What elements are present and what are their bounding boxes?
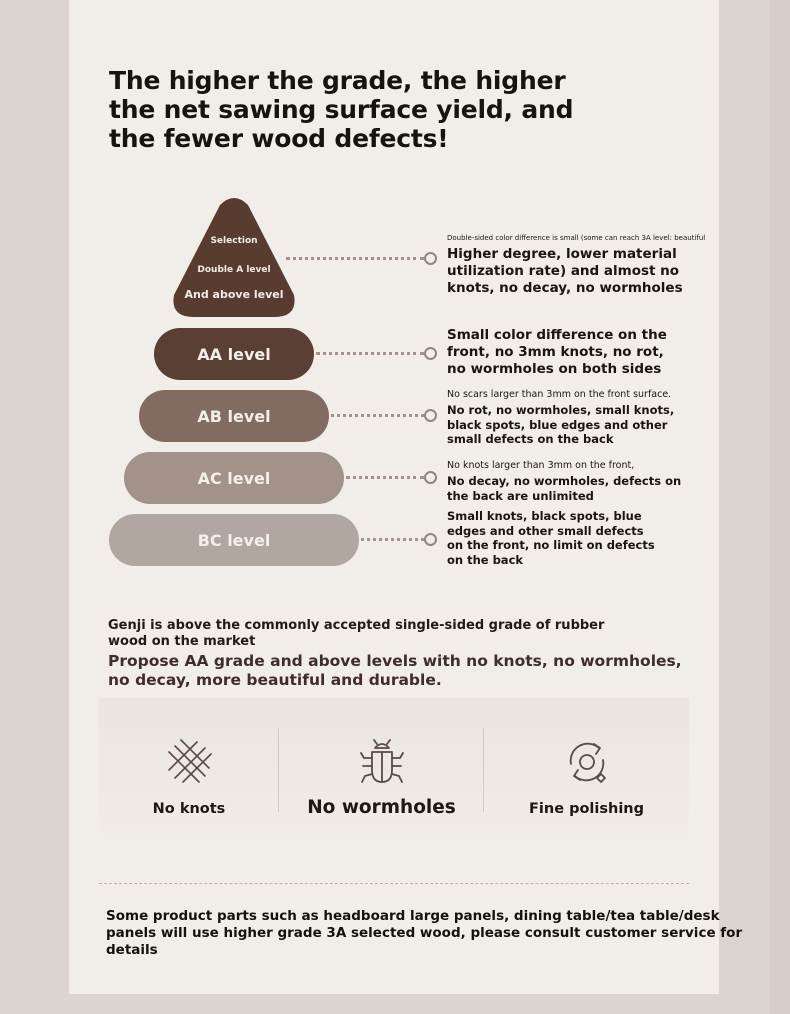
description-top-main: Higher degree, lower material utilization rate) and almost no knots, no decay, no wormholes: [447, 246, 683, 296]
level-bc-pill: [109, 514, 359, 566]
description-top: [447, 233, 709, 297]
description-ab-main: No rot, no wormholes, small knots, black spots, blue edges and other small defects on the back: [447, 403, 675, 446]
connector-dots-ab: [331, 414, 424, 417]
connector-ring-ab: [424, 409, 437, 422]
pyramid-top-line1: Selection: [210, 236, 258, 246]
level-bc-label: BC level: [197, 530, 271, 550]
pyramid-top-line3: And above level: [184, 288, 284, 301]
description-top-note: Double-sided color difference is small (some can reach 3A level: beautiful: [447, 234, 706, 242]
connector-dots-bc: [361, 538, 424, 541]
level-aa-pill: [154, 328, 314, 380]
connector-ring-bc: [424, 533, 437, 546]
feature-fine-polishing-label: Fine polishing: [529, 801, 644, 817]
crosshatch-knots-icon: [165, 738, 213, 784]
features-panel: [99, 698, 689, 840]
dashed-separator: [99, 883, 689, 884]
description-ab-note: No scars larger than 3mm on the front surface.: [447, 389, 672, 400]
level-ab-pill: [139, 390, 329, 442]
headline: The higher the grade, the higher the net sawing surface yield, and the fewer wood defects!: [109, 66, 574, 153]
feature-no-wormholes-label: No wormholes: [307, 797, 456, 818]
feature-no-knots: [99, 698, 279, 840]
page-edge: [770, 0, 790, 1014]
description-bc: [447, 509, 659, 567]
description-ac: [447, 460, 687, 503]
polishing-cycle-icon: [563, 738, 611, 786]
connector-ring-top: [424, 252, 437, 265]
description-ac-main: No decay, no wormholes, defects on the back are unlimited: [447, 474, 682, 503]
feature-fine-polishing: [484, 698, 689, 840]
subtitle-proposal: Propose AA grade and above levels with no knots, no wormholes, no decay, more beautiful and durable.: [108, 652, 682, 689]
description-bc-main: Small knots, black spots, blue edges and other small defects on the front, no limit on defects on the back: [447, 509, 655, 567]
description-ab: [447, 389, 697, 447]
connector-ring-aa: [424, 347, 437, 360]
connector-dots-top: [286, 257, 424, 260]
connector-ring-ac: [424, 471, 437, 484]
level-ab-label: AB level: [197, 406, 271, 426]
level-ac-label: AC level: [197, 468, 271, 488]
level-ac-pill: [124, 452, 344, 504]
description-aa-main: Small color difference on the front, no 3mm knots, no rot, no wormholes on both sides: [447, 327, 667, 377]
feature-no-wormholes: [279, 698, 484, 840]
connector-dots-ac: [346, 476, 424, 479]
description-ac-note: No knots larger than 3mm on the front,: [447, 460, 635, 471]
footnote: Some product parts such as headboard large panels, dining table/tea table/desk panels will use higher grade 3A selected wood, please consult customer service for details: [106, 908, 743, 958]
level-aa-label: AA level: [197, 344, 271, 364]
pyramid-top-line2: Double A level: [197, 265, 271, 275]
beetle-icon: [358, 738, 406, 786]
connector-dots-aa: [316, 352, 424, 355]
feature-no-knots-label: No knots: [152, 801, 226, 817]
subtitle-market-grade: Genji is above the commonly accepted single-sided grade of rubber wood on the market: [108, 618, 605, 649]
description-aa: [447, 327, 687, 378]
